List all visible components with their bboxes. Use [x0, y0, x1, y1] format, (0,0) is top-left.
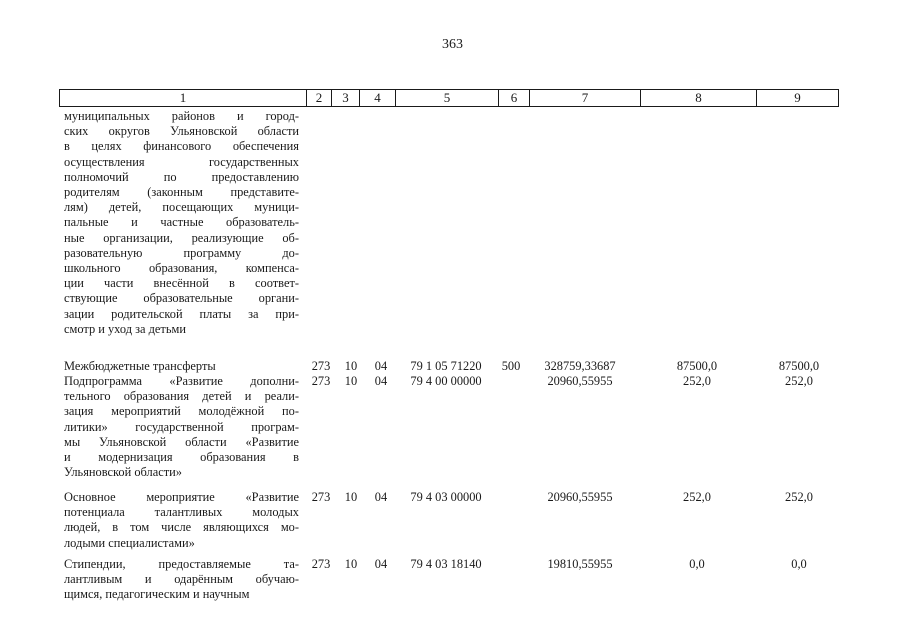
header-col-6: 6: [510, 90, 518, 105]
description-line: лантливым и одарённым обучаю-: [64, 572, 299, 587]
cell-c3: 10: [344, 359, 358, 373]
description-line: зация мероприятий молодёжной по-: [64, 404, 299, 419]
description-line: смотр и уход за детьми: [64, 321, 186, 336]
cell-c5: 79 4 03 00000: [410, 490, 482, 504]
description-line: зации родительской платы за при-: [64, 306, 299, 321]
header-col-1: 1: [179, 90, 187, 105]
cell-c8: 87500,0: [676, 359, 718, 373]
description-line: ные организации, реализующие об-: [64, 230, 299, 245]
cell-c4: 04: [374, 490, 388, 504]
cell-c5: 79 4 00 00000: [410, 374, 482, 388]
row-description: [64, 374, 299, 480]
description-line: ствующие образовательные органи-: [64, 291, 299, 306]
description-line: родителям (законным представите-: [64, 185, 299, 200]
description-line: полномочий по предоставлению: [64, 169, 299, 184]
row-description: [64, 359, 299, 374]
header-col-9: 9: [794, 90, 801, 105]
header-col-5: 5: [443, 90, 451, 105]
table-header: [59, 89, 839, 107]
page-number: 363: [442, 37, 463, 52]
header-col-4: 4: [374, 90, 381, 105]
cell-c9: 252,0: [785, 490, 813, 504]
description-line: потенциала талантливых молодых: [64, 505, 299, 520]
description-line: муниципальных районов и город-: [64, 109, 299, 123]
cell-c5: 79 1 05 71220: [410, 359, 482, 373]
cell-c8: 0,0: [689, 557, 705, 571]
row-description: [64, 557, 299, 603]
cell-c2: 273: [311, 359, 331, 373]
description-line: в целях финансового обеспечения: [64, 139, 299, 154]
description-line: тельного образования детей и реали-: [64, 389, 299, 404]
description-line: Основное мероприятие «Развитие: [64, 490, 299, 504]
cell-c6: 500: [501, 359, 521, 373]
row-description: [64, 109, 299, 337]
description-line: Межбюджетные трансферты: [64, 359, 216, 373]
description-line: разовательную программу до-: [64, 245, 299, 260]
cell-c4: 04: [374, 557, 388, 571]
cell-c7: 20960,55955: [547, 490, 613, 504]
cell-c8: 252,0: [683, 374, 711, 388]
cell-c3: 10: [344, 557, 358, 571]
description-line: пальные и частные образователь-: [64, 215, 299, 230]
description-line: ции части внесённой в соответ-: [64, 276, 299, 291]
description-line: ских округов Ульяновской области: [64, 124, 299, 139]
cell-c4: 04: [374, 359, 388, 373]
description-line: мы Ульяновской области «Развитие: [64, 434, 299, 449]
description-line: людей, в том числе являющихся мо-: [64, 520, 299, 535]
cell-c7: 19810,55955: [547, 557, 613, 571]
row-description: [64, 490, 299, 551]
description-line: и модернизация образования в: [64, 450, 299, 465]
cell-c2: 273: [311, 374, 331, 388]
description-line: осуществления государственных: [64, 154, 299, 169]
description-line: Стипендии, предоставляемые та-: [64, 557, 299, 571]
cell-c2: 273: [311, 490, 331, 504]
cell-c8: 252,0: [683, 490, 711, 504]
cell-c7: 328759,33687: [544, 359, 616, 373]
cell-c5: 79 4 03 18140: [410, 557, 482, 571]
cell-c9: 0,0: [791, 557, 807, 571]
description-line: щимся, педагогическим и научным: [64, 587, 250, 602]
header-col-7: 7: [581, 90, 589, 105]
cell-c3: 10: [344, 490, 358, 504]
cell-c7: 20960,55955: [547, 374, 613, 388]
description-line: лодыми специалистами»: [64, 535, 195, 550]
header-col-8: 8: [695, 90, 702, 105]
cell-c9: 87500,0: [778, 359, 820, 373]
description-line: Подпрограмма «Развитие дополни-: [64, 374, 299, 388]
cell-c2: 273: [311, 557, 331, 571]
cell-c9: 252,0: [785, 374, 813, 388]
description-line: школьного образования, компенса-: [64, 261, 299, 276]
description-line: Ульяновской области»: [64, 465, 182, 480]
description-line: литики» государственной програм-: [64, 419, 299, 434]
description-line: лям) детей, посещающих муници-: [64, 200, 299, 215]
cell-c3: 10: [344, 374, 358, 388]
header-col-2: 2: [315, 90, 323, 105]
cell-c4: 04: [374, 374, 388, 388]
header-col-3: 3: [342, 90, 349, 105]
